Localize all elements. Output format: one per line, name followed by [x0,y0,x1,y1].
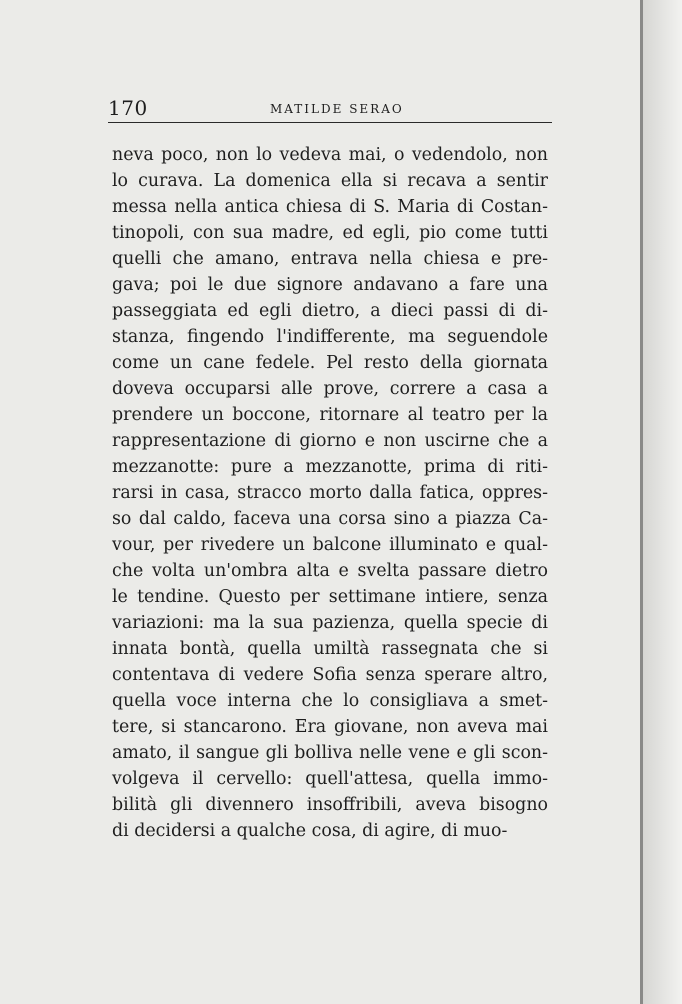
text-line: rarsi in casa, stracco morto dalla fatica, oppres- [112,483,548,503]
page-edge [640,0,643,1004]
text-line: quelli che amano, entrava nella chiesa e pre- [112,249,548,269]
text-line: mezzanotte: pure a mezzanotte, prima di riti- [112,457,548,477]
text-line: doveva occuparsi alle prove, correre a casa a [112,379,548,399]
running-header [108,96,552,122]
text-line: tinopoli, con sua madre, ed egli, pio come tutti [112,223,548,243]
running-title: MATILDE SERAO [270,102,404,116]
text-line: bilità gli divennero insoffribili, aveva bisogno [112,795,548,815]
text-line: quella voce interna che lo consigliava a smet- [112,691,548,711]
text-line: messa nella antica chiesa di S. Maria di Costan- [112,197,548,217]
text-line: come un cane fedele. Pel resto della giornata [112,353,548,373]
text-line: le tendine. Questo per settimane intiere, senza [112,587,548,607]
text-line: lo curava. La domenica ella si recava a sentir [112,171,548,191]
text-line: vour, per rivedere un balcone illuminato e qual- [112,535,548,555]
page-number: 170 [108,96,148,120]
text-line: innata bontà, quella umiltà rassegnata che si [112,639,548,659]
text-line: di decidersi a qualche cosa, di agire, di muo- [112,821,508,841]
text-line: stanza, fingendo l'indifferente, ma seguendole [112,327,548,347]
text-line: neva poco, non lo vedeva mai, o vedendolo, non [112,145,548,165]
text-line: tere, si stancarono. Era giovane, non aveva mai [112,717,548,737]
text-line: volgeva il cervello: quell'attesa, quella immo- [112,769,548,789]
text-line: rappresentazione di giorno e non uscirne che a [112,431,548,451]
text-line: so dal caldo, faceva una corsa sino a piazza Ca- [112,509,548,529]
body-text [112,142,548,844]
header-rule [108,122,552,123]
text-line: gava; poi le due signore andavano a fare una [112,275,548,295]
text-line: prendere un boccone, ritornare al teatro per la [112,405,548,425]
text-line: contentava di vedere Sofia senza sperare altro, [112,665,548,685]
text-line: variazioni: ma la sua pazienza, quella specie di [112,613,548,633]
text-line: passeggiata ed egli dietro, a dieci passi di di- [112,301,548,321]
text-line: che volta un'ombra alta e svelta passare dietro [112,561,548,581]
page-edge-shadow [643,0,682,1004]
text-line: amato, il sangue gli bolliva nelle vene e gli scon- [112,743,548,763]
